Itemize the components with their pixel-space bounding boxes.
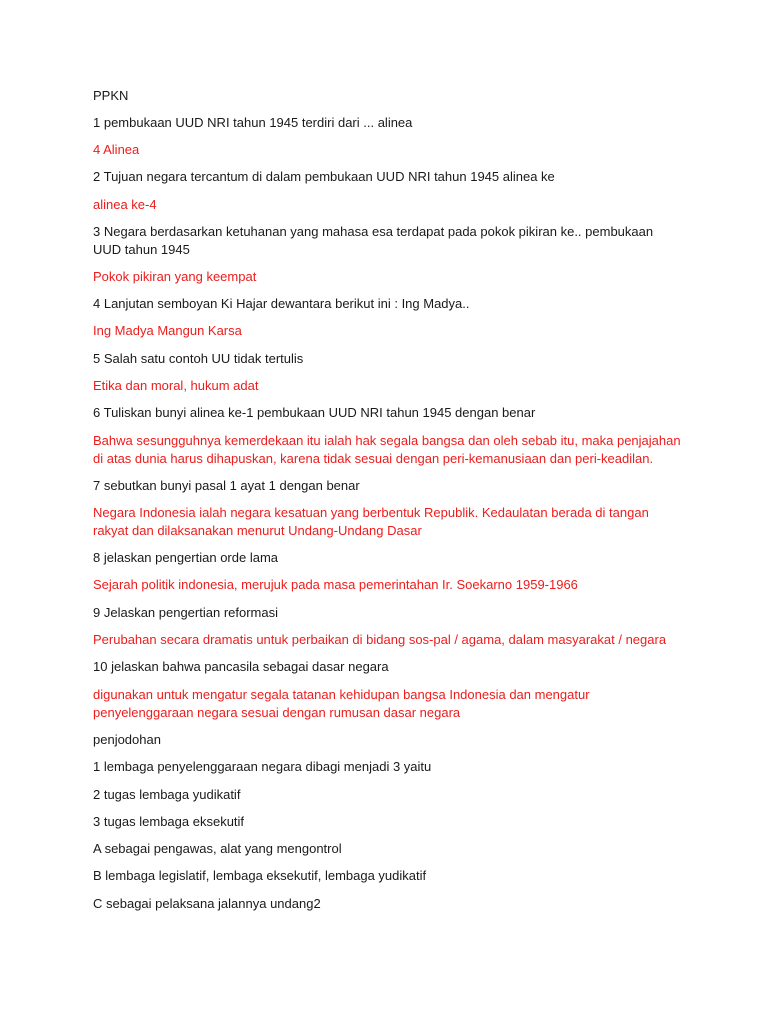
question-6: 6 Tuliskan bunyi alinea ke-1 pembukaan UUD NRI tahun 1945 dengan benar [93,405,536,420]
question-5: 5 Salah satu contoh UU tidak tertulis [93,351,304,366]
answer-7: Negara Indonesia ialah negara kesatuan yang berbentuk Republik. Kedaulatan berada di tangan rakyat dan dilaksanakan menurut Undang-Undang Dasar [93,505,649,538]
matching-item-1: 1 lembaga penyelenggaraan negara dibagi menjadi 3 yaitu [93,759,432,774]
answer-10: digunakan untuk mengatur segala tatanan kehidupan bangsa Indonesia dan mengatur penyelenggaraan negara sesuai dengan rumusan dasar negara [93,687,590,720]
answer-9: Perubahan secara dramatis untuk perbaikan di bidang sos-pal / agama, dalam masyarakat / negara [93,632,667,647]
answer-3: Pokok pikiran yang keempat [93,269,257,284]
matching-option-b: B lembaga legislatif, lembaga eksekutif, lembaga yudikatif [93,868,427,883]
question-2: 2 Tujuan negara tercantum di dalam pembukaan UUD NRI tahun 1945 alinea ke [93,169,555,184]
question-3: 3 Negara berdasarkan ketuhanan yang mahasa esa terdapat pada pokok pikiran ke.. pembukaan UUD tahun 1945 [93,224,654,257]
answer-6: Bahwa sesungguhnya kemerdekaan itu ialah hak segala bangsa dan oleh sebab itu, maka penjajahan di atas dunia harus dihapuskan, karena tidak sesuai dengan peri-kemanusiaan dan peri-keadilan. [93,433,681,466]
matching-item-2: 2 tugas lembaga yudikatif [93,787,241,802]
question-4: 4 Lanjutan semboyan Ki Hajar dewantara berikut ini : Ing Madya.. [93,296,470,311]
question-1: 1 pembukaan UUD NRI tahun 1945 terdiri dari ... alinea [93,115,413,130]
answer-1: 4 Alinea [93,142,140,157]
document-title: PPKN [93,88,129,103]
question-10: 10 jelaskan bahwa pancasila sebagai dasar negara [93,659,389,674]
answer-5: Etika dan moral, hukum adat [93,378,259,393]
answer-4: Ing Madya Mangun Karsa [93,323,242,338]
matching-item-3: 3 tugas lembaga eksekutif [93,814,245,829]
question-8: 8 jelaskan pengertian orde lama [93,550,279,565]
answer-2: alinea ke-4 [93,197,157,212]
answer-8: Sejarah politik indonesia, merujuk pada masa pemerintahan Ir. Soekarno 1959-1966 [93,577,578,592]
question-9: 9 Jelaskan pengertian reformasi [93,605,278,620]
matching-option-c: C sebagai pelaksana jalannya undang2 [93,896,321,911]
matching-heading: penjodohan [93,732,161,747]
question-7: 7 sebutkan bunyi pasal 1 ayat 1 dengan benar [93,478,360,493]
matching-option-a: A sebagai pengawas, alat yang mengontrol [93,841,342,856]
